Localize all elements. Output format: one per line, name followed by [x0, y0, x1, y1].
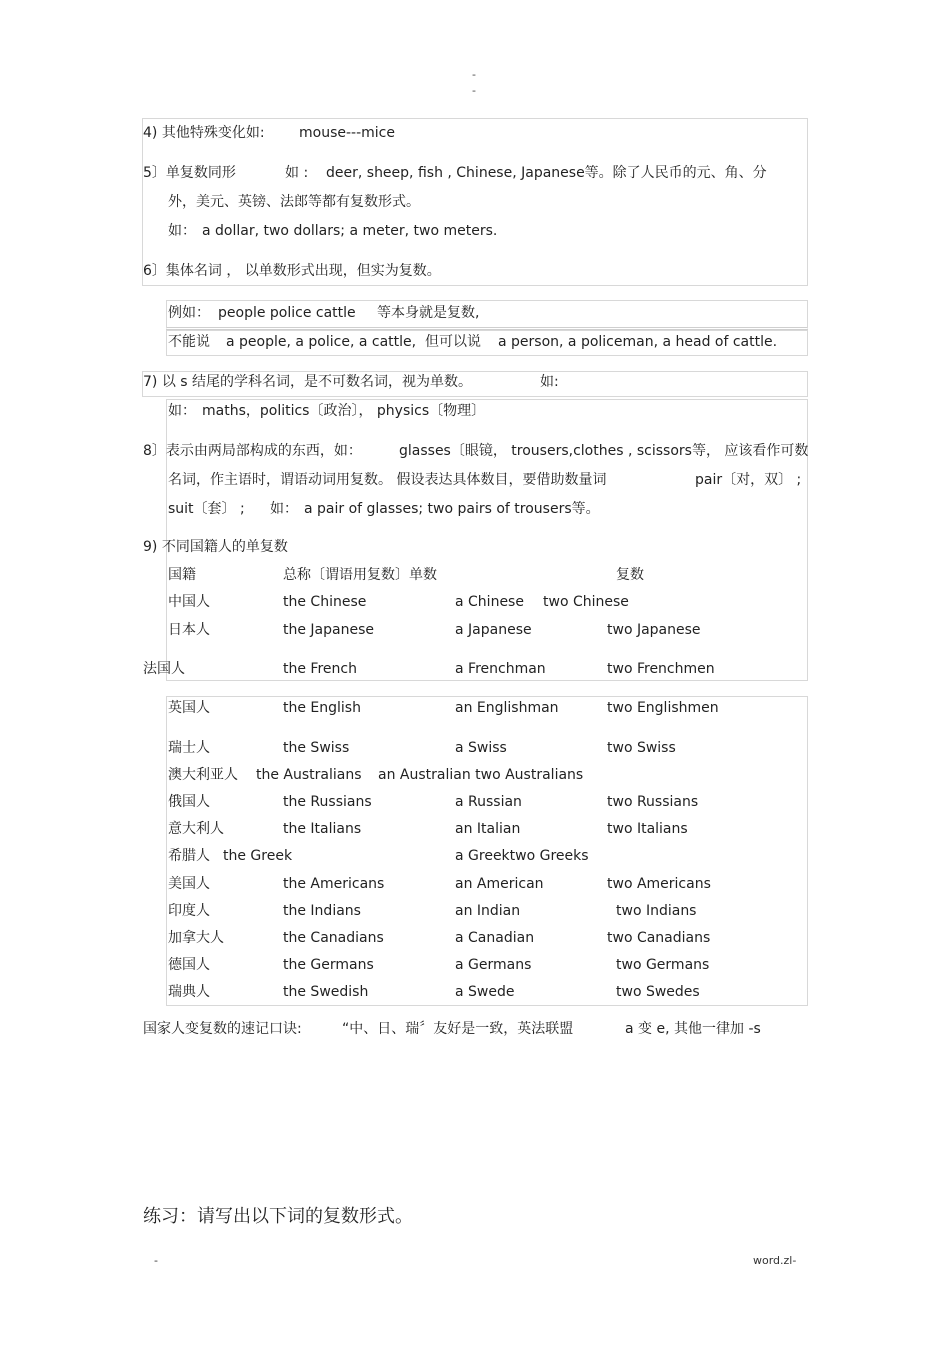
table-row-nationality: 希腊人 — [168, 848, 210, 864]
item6-neg-words: a people, a police, a cattle, — [226, 334, 417, 350]
table-row-plural: two Canadians — [607, 930, 711, 946]
table-row-general: the Chinese — [283, 594, 367, 610]
item5-line3-text: a dollar, two dollars; a meter, two meters. — [202, 223, 498, 239]
item8-label: 8〕表示由两局部构成的东西，如： — [143, 443, 362, 459]
table-row-singular: an Australian two Australians — [378, 767, 584, 783]
item6-example-note: 等本身就是复数, — [377, 305, 480, 321]
item5-ru: 如 : — [285, 165, 309, 181]
item5-line3-label: 如： — [168, 223, 196, 239]
table-row-plural: two Americans — [607, 876, 711, 892]
table-row-singular: a Greektwo Greeks — [455, 848, 589, 864]
item6-example-words: people police cattle — [218, 305, 356, 321]
table-row-nationality: 德国人 — [168, 957, 210, 973]
table-row-singular: a Russian — [455, 794, 522, 810]
exercise-title: 练习：请写出以下词的复数形式。 — [143, 1206, 413, 1227]
table-row-plural: two Frenchmen — [607, 661, 715, 677]
mnemonic-label: 国家人变复数的速记口诀: — [143, 1021, 302, 1037]
item8-line3-text: a pair of glasses; two pairs of trousers等。 — [304, 501, 600, 517]
table-row-plural: two Russians — [607, 794, 699, 810]
item6-neg-label: 不能说 — [168, 334, 210, 350]
table-row-general: the Swedish — [283, 984, 369, 1000]
table-row-nationality: 美国人 — [168, 876, 210, 892]
table-row-general: the English — [283, 700, 361, 716]
table-row-general: the Italians — [283, 821, 362, 837]
table-row-singular: a Chinese — [455, 594, 524, 610]
table-row-plural: two Italians — [607, 821, 688, 837]
item6-example-label: 例如： — [168, 305, 210, 321]
table-row-singular: an Indian — [455, 903, 521, 919]
table-row-nationality: 法国人 — [143, 661, 185, 677]
mnemonic-text: “中、日、瑞〞友好是一致，英法联盟 — [342, 1021, 574, 1037]
table-row-nationality: 加拿大人 — [168, 930, 224, 946]
table-row-general: the Americans — [283, 876, 385, 892]
item8-line3-suit: suit〔套〕 ; — [168, 501, 245, 517]
table-row-singular: an Englishman — [455, 700, 559, 716]
table-row-nationality: 日本人 — [168, 622, 210, 638]
item8-line2: 名词，作主语时，谓语动词用复数。 假设表达具体数目，要借助数量词 — [168, 472, 607, 488]
table-row-plural: two Englishmen — [607, 700, 719, 716]
item6-label: 6〕集体名词 ， 以单数形式出现，但实为复数。 — [143, 263, 441, 279]
table-row-nationality: 英国人 — [168, 700, 210, 716]
table-row-general: the Greek — [223, 848, 293, 864]
item6-pos-words: a person, a policeman, a head of cattle. — [498, 334, 778, 350]
footer-right: word.zl- — [753, 1254, 797, 1267]
table-row-general: the French — [283, 661, 357, 677]
item8-words: glasses〔眼镜， trousers,clothes , scissors等， 应该看作可数 — [399, 443, 809, 459]
table-row-nationality: 俄国人 — [168, 794, 210, 810]
item4-example: mouse---mice — [299, 125, 395, 141]
table-row-general: the Russians — [283, 794, 372, 810]
item5-label: 5〕单复数同形 — [143, 165, 236, 181]
item7-line2-text: maths，politics〔政治〕， physics〔物理〕 — [202, 403, 486, 419]
table-row-general: the Japanese — [283, 622, 374, 638]
item7-ru: 如: — [540, 374, 559, 390]
header-dash-2: - — [472, 84, 476, 97]
table-row-general: the Canadians — [283, 930, 384, 946]
item9-label: 9) 不同国籍人的单复数 — [143, 539, 288, 555]
table-row-nationality: 瑞典人 — [168, 984, 210, 1000]
item4-label: 4) 其他特殊变化如: — [143, 125, 265, 141]
table-row-plural: two Japanese — [607, 622, 701, 638]
table-row-general: the Swiss — [283, 740, 350, 756]
col-header-general: 总称〔谓语用复数〕单数 — [283, 567, 437, 583]
table-row-plural: two Indians — [616, 903, 697, 919]
table-row-nationality: 澳大利亚人 — [168, 767, 238, 783]
col-header-nationality: 国籍 — [168, 567, 196, 583]
table-row-singular: a Canadian — [455, 930, 535, 946]
item5-words: deer, sheep, fish , Chinese, Japanese等。除了人民币的元、角、分 — [326, 165, 767, 181]
table-row-nationality: 意大利人 — [168, 821, 224, 837]
table-row-plural: two Swedes — [616, 984, 700, 1000]
table-row-singular: a Swede — [455, 984, 515, 1000]
table-row-nationality: 中国人 — [168, 594, 210, 610]
item6-pos-label: 但可以说 — [425, 334, 481, 350]
table-row-singular: a Swiss — [455, 740, 507, 756]
table-row-general: the Indians — [283, 903, 361, 919]
table-row-plural: two Chinese — [543, 594, 629, 610]
col-header-plural: 复数 — [616, 567, 644, 583]
table-row-nationality: 印度人 — [168, 903, 210, 919]
item8-line2-tail: pair〔对，双〕 ; — [695, 472, 802, 488]
header-dash-1: - — [472, 68, 476, 81]
table-row-general: the Germans — [283, 957, 374, 973]
item7-line2-label: 如： — [168, 403, 196, 419]
table-row-general: the Australians — [256, 767, 362, 783]
table-row-singular: a Frenchman — [455, 661, 546, 677]
mnemonic-tail: a 变 e, 其他一律加 -s — [625, 1021, 761, 1037]
footer-left: - — [154, 1254, 158, 1267]
table-row-singular: an American — [455, 876, 544, 892]
item8-line3-ru: 如： — [270, 501, 298, 517]
item7-label: 7) 以 s 结尾的学科名词，是不可数名词，视为单数。 — [143, 374, 473, 390]
table-row-singular: an Italian — [455, 821, 521, 837]
table-row-plural: two Swiss — [607, 740, 676, 756]
item5-line2: 外，美元、英镑、法郎等都有复数形式。 — [168, 194, 420, 210]
table-row-singular: a Germans — [455, 957, 532, 973]
table-row-nationality: 瑞士人 — [168, 740, 210, 756]
table-row-plural: two Germans — [616, 957, 710, 973]
table-row-singular: a Japanese — [455, 622, 532, 638]
